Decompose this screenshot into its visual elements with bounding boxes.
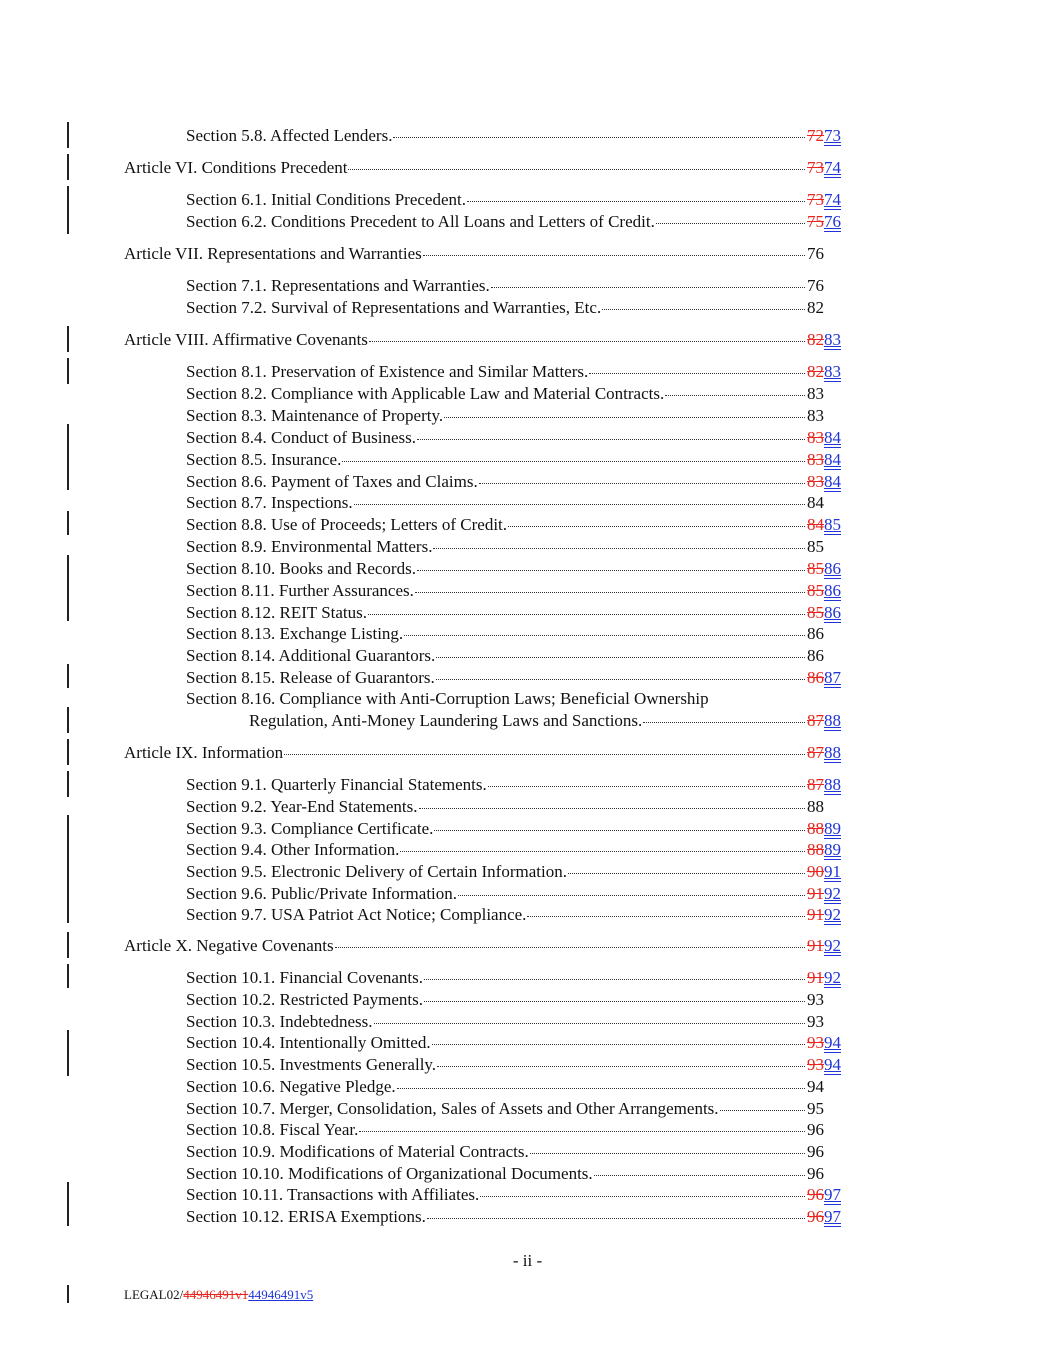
dot-leader [368,614,805,615]
dot-leader [342,461,805,462]
inserted-page: 84 [824,428,841,447]
dot-leader [404,635,805,636]
inserted-page: 73 [824,126,841,145]
deleted-page: 75 [807,212,824,231]
toc-page-number [807,329,841,350]
toc-row[interactable] [0,967,1055,988]
deleted-page: 72 [807,126,824,145]
toc-entry-label: Article VII. Representations and Warranties [124,244,422,263]
inserted-page: 97 [824,1207,841,1226]
toc-page-number [807,580,841,601]
dot-leader [436,657,805,658]
inserted-page: 94 [824,1055,841,1074]
dot-leader [427,1218,805,1219]
inserted-page: 88 [824,743,841,762]
toc-row[interactable] [0,329,1055,350]
dot-leader [393,137,805,138]
toc-entry-label: Section 8.6. Payment of Taxes and Claims. [186,472,478,491]
toc-entry-label: Section 9.2. Year-End Statements. [186,797,418,816]
toc-row[interactable] [0,1011,1055,1032]
toc-row[interactable] [0,361,1055,382]
toc-row[interactable] [0,989,1055,1010]
toc-page-number: 76 [807,276,824,295]
inserted-page: 84 [824,450,841,469]
inserted-page: 94 [824,1033,841,1052]
document-id [124,1287,313,1303]
deleted-page: 87 [807,711,824,730]
toc-page-number [807,1184,841,1205]
dot-leader [359,1131,805,1132]
toc-row[interactable] [0,710,1055,731]
deleted-page: 83 [807,428,824,447]
inserted-page: 86 [824,603,841,622]
toc-page-number [807,602,841,623]
toc-row[interactable] [0,935,1055,956]
toc-page-number [807,1054,841,1075]
toc-row[interactable] [0,157,1055,178]
toc-entry-label: Section 9.3. Compliance Certificate. [186,819,434,838]
toc-entry-label: Section 8.15. Release of Guarantors. [186,668,435,687]
deleted-page: 96 [807,1207,824,1226]
deleted-page: 88 [807,840,824,859]
toc-entry-label: Article IX. Information [124,743,284,762]
page-number: - ii - [512,1251,543,1270]
dot-leader [458,895,805,896]
dot-leader [602,309,805,310]
toc-page-number [807,558,841,579]
toc-row[interactable] [0,189,1055,210]
toc-entry-label: Section 10.5. Investments Generally. [186,1055,437,1074]
inserted-document-id: 44946491v5 [248,1287,314,1302]
toc-row[interactable] [0,742,1055,763]
dot-leader [335,947,805,948]
dot-leader [480,1196,805,1197]
toc-entry-label: Section 8.5. Insurance. [186,450,342,469]
deleted-page: 82 [807,362,824,381]
toc-page-number: 84 [807,493,824,512]
toc-page-number [807,449,841,470]
toc-entry-label: Section 8.8. Use of Proceeds; Letters of Credit. [186,515,508,534]
toc-entry-label: Section 8.13. Exchange Listing. [186,624,404,643]
toc-page-number: 83 [807,406,824,425]
toc-page-number: 76 [807,244,824,263]
toc-entry-label: Article VI. Conditions Precedent [124,158,348,177]
toc-row[interactable] [0,645,1055,666]
dot-leader [369,341,805,342]
inserted-page: 91 [824,862,841,881]
toc-row[interactable] [0,297,1055,318]
toc-row[interactable] [0,405,1055,426]
dot-leader [488,786,805,787]
inserted-page: 83 [824,362,841,381]
toc-page-number: 95 [807,1099,824,1118]
toc-row[interactable] [0,125,1055,146]
deleted-page: 87 [807,743,824,762]
toc-page-number [807,1032,841,1053]
deleted-page: 83 [807,472,824,491]
toc-page-number [807,710,841,731]
inserted-page: 76 [824,212,841,231]
toc-entry-label: Section 9.5. Electronic Delivery of Certain Information. [186,862,567,881]
toc-entry-label: Section 6.2. Conditions Precedent to All Loans and Letters of Credit. [186,212,655,231]
toc-row[interactable] [0,471,1055,492]
toc-entry-label: Section 8.3. Maintenance of Property. [186,406,444,425]
document-id-prefix: LEGAL02/ [124,1287,184,1302]
dot-leader [444,417,805,418]
dot-leader [433,548,805,549]
inserted-page: 84 [824,472,841,491]
toc-page-number [807,667,841,688]
dot-leader [423,255,805,256]
dot-leader [479,483,805,484]
dot-leader [424,979,805,980]
inserted-page: 74 [824,190,841,209]
toc-entry-label: Section 5.8. Affected Lenders. [186,126,393,145]
toc-page-number: 96 [807,1120,824,1139]
inserted-page: 92 [824,884,841,903]
deleted-page: 91 [807,936,824,955]
toc-row[interactable] [0,558,1055,579]
toc-row[interactable] [0,602,1055,623]
toc-page-number: 85 [807,537,824,556]
toc-entry-label: Section 8.1. Preservation of Existence and Similar Matters. [186,362,589,381]
dot-leader [348,169,805,170]
toc-entry-label: Section 8.16. Compliance with Anti-Corruption Laws; Beneficial Ownership [186,689,709,708]
dot-leader [397,1088,805,1089]
toc-entry-label: Section 10.7. Merger, Consolidation, Sales of Assets and Other Arrangements. [186,1099,719,1118]
dot-leader [491,287,805,288]
inserted-page: 89 [824,840,841,859]
toc-row[interactable] [0,427,1055,448]
inserted-page: 86 [824,581,841,600]
toc-page-number: 94 [807,1077,824,1096]
toc-row[interactable] [0,1032,1055,1053]
toc-page-number: 88 [807,797,824,816]
toc-entry-label: Section 9.7. USA Patriot Act Notice; Compliance. [186,905,527,924]
toc-entry-label: Section 6.1. Initial Conditions Precedent. [186,190,466,209]
toc-row[interactable] [0,904,1055,925]
toc-page-number [807,839,841,860]
toc-row[interactable] [0,211,1055,232]
toc-page-number [807,818,841,839]
toc-row[interactable] [0,1098,1055,1119]
deleted-page: 83 [807,450,824,469]
change-bar [67,1285,69,1303]
toc-page-number [807,125,841,146]
dot-leader [354,504,805,505]
deleted-page: 90 [807,862,824,881]
toc-entry-label: Section 8.12. REIT Status. [186,603,368,622]
deleted-page: 87 [807,775,824,794]
toc-entry-label: Article VIII. Affirmative Covenants [124,330,368,349]
deleted-page: 91 [807,905,824,924]
deleted-page: 93 [807,1055,824,1074]
toc-entry-label: Article X. Negative Covenants [124,936,334,955]
toc-page-number [807,211,841,232]
deleted-document-id: 44946491v1 [183,1287,249,1302]
toc-page-number [807,189,841,210]
toc-entry-label: Section 8.7. Inspections. [186,493,353,512]
toc-row[interactable] [0,667,1055,688]
toc-entry-label: Section 10.9. Modifications of Material Contracts. [186,1142,529,1161]
toc-page-number: 82 [807,298,824,317]
toc-entry-label: Section 10.1. Financial Covenants. [186,968,424,987]
deleted-page: 82 [807,330,824,349]
inserted-page: 92 [824,968,841,987]
toc-entry-label: Section 10.12. ERISA Exemptions. [186,1207,426,1226]
toc-entry-label: Regulation, Anti-Money Laundering Laws and Sanctions. [249,711,643,730]
dot-leader [594,1175,805,1176]
deleted-page: 85 [807,603,824,622]
toc-row[interactable] [0,1054,1055,1075]
deleted-page: 88 [807,819,824,838]
toc-row[interactable] [0,796,1055,817]
toc-row[interactable] [0,883,1055,904]
dot-leader [665,395,805,396]
toc-row[interactable] [0,383,1055,404]
toc-entry-label: Section 8.14. Additional Guarantors. [186,646,436,665]
inserted-page: 92 [824,905,841,924]
dot-leader [508,526,805,527]
toc-row[interactable] [0,514,1055,535]
toc-row[interactable] [0,580,1055,601]
deleted-page: 85 [807,581,824,600]
deleted-page: 73 [807,190,824,209]
toc-entry-label: Section 7.1. Representations and Warranties. [186,276,490,295]
toc-row[interactable] [0,839,1055,860]
dot-leader [400,851,805,852]
deleted-page: 96 [807,1185,824,1204]
toc-page-number: 93 [807,990,824,1009]
toc-entry-label: Section 8.9. Environmental Matters. [186,537,433,556]
dot-leader [415,592,805,593]
toc-entry-label: Section 8.2. Compliance with Applicable Law and Material Contracts. [186,384,665,403]
inserted-page: 92 [824,936,841,955]
toc-row[interactable] [0,1119,1055,1140]
toc-page-number: 96 [807,1164,824,1183]
toc-entry-label: Section 8.11. Further Assurances. [186,581,414,600]
toc-entry-label: Section 10.2. Restricted Payments. [186,990,424,1009]
toc-page-number: 83 [807,384,824,403]
dot-leader [643,722,805,723]
toc-entry-label: Section 10.10. Modifications of Organizational Documents. [186,1164,593,1183]
toc-entry-label: Section 8.4. Conduct of Business. [186,428,416,447]
deleted-page: 85 [807,559,824,578]
dot-leader [656,223,805,224]
inserted-page: 87 [824,668,841,687]
toc-row[interactable] [0,1184,1055,1205]
dot-leader [589,373,805,374]
toc-entry-label: Section 9.6. Public/Private Information. [186,884,458,903]
inserted-page: 74 [824,158,841,177]
toc-entry-label: Section 8.10. Books and Records. [186,559,416,578]
inserted-page: 85 [824,515,841,534]
dot-leader [417,439,805,440]
toc-page-number [807,742,841,763]
dot-leader [568,873,805,874]
dot-leader [417,570,805,571]
dot-leader [284,754,805,755]
toc-page-number: 86 [807,624,824,643]
toc-entry-label: Section 7.2. Survival of Representations and Warranties, Etc. [186,298,602,317]
toc-row[interactable] [0,1163,1055,1184]
toc-entry-label: Section 10.11. Transactions with Affiliates. [186,1185,480,1204]
inserted-page: 88 [824,711,841,730]
inserted-page: 86 [824,559,841,578]
dot-leader [467,201,805,202]
dot-leader [424,1001,805,1002]
dot-leader [530,1153,805,1154]
dot-leader [437,1066,805,1067]
dot-leader [527,916,805,917]
toc-row[interactable] [0,1076,1055,1097]
toc-entry-label: Section 10.8. Fiscal Year. [186,1120,359,1139]
deleted-page: 91 [807,968,824,987]
toc-entry-label: Section 9.4. Other Information. [186,840,400,859]
toc-page-number [807,514,841,535]
toc-page-number: 93 [807,1012,824,1031]
toc-row[interactable] [0,492,1055,513]
toc-row[interactable] [0,1206,1055,1227]
dot-leader [436,679,805,680]
toc-page-number [807,883,841,904]
toc-row[interactable] [0,275,1055,296]
toc-page-number: 96 [807,1142,824,1161]
toc-page-number [807,427,841,448]
toc-row[interactable] [0,1141,1055,1162]
toc-entry-label: Section 9.1. Quarterly Financial Statements. [186,775,487,794]
toc-entry-label: Section 10.6. Negative Pledge. [186,1077,396,1096]
inserted-page: 89 [824,819,841,838]
toc-page-number [807,157,841,178]
toc-row[interactable] [0,536,1055,557]
dot-leader [374,1023,806,1024]
toc-entry-label: Section 10.3. Indebtedness. [186,1012,373,1031]
dot-leader [432,1044,805,1045]
deleted-page: 91 [807,884,824,903]
toc-page-number [807,774,841,795]
deleted-page: 86 [807,668,824,687]
toc-entry-label: Section 10.4. Intentionally Omitted. [186,1033,431,1052]
inserted-page: 97 [824,1185,841,1204]
toc-row[interactable] [0,818,1055,839]
toc-row[interactable] [0,623,1055,644]
deleted-page: 93 [807,1033,824,1052]
toc-page-number [807,861,841,882]
dot-leader [434,830,805,831]
dot-leader [720,1110,805,1111]
dot-leader [419,808,806,809]
toc-page-number [807,1206,841,1227]
toc-row[interactable] [0,774,1055,795]
deleted-page: 73 [807,158,824,177]
toc-row[interactable] [0,688,1055,709]
toc-page-number [807,471,841,492]
toc-row[interactable] [0,243,1055,264]
toc-page-number [807,935,841,956]
toc-page-number [807,361,841,382]
toc-page-number [807,904,841,925]
toc-row[interactable] [0,861,1055,882]
toc-page-number [807,967,841,988]
inserted-page: 83 [824,330,841,349]
inserted-page: 88 [824,775,841,794]
deleted-page: 84 [807,515,824,534]
toc-row[interactable] [0,449,1055,470]
toc-page-number: 86 [807,646,824,665]
